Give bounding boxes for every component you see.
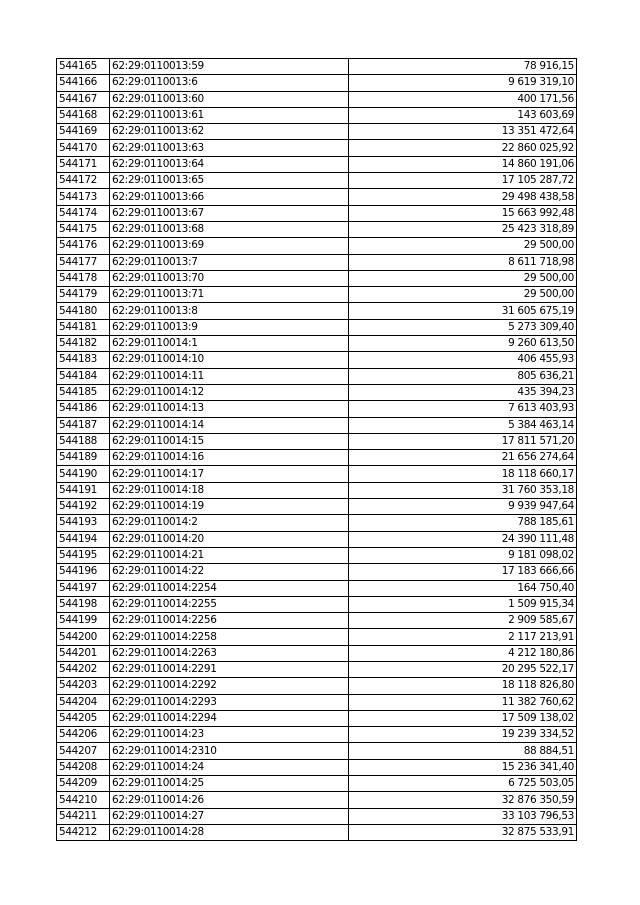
cadastral-value-cell: 88 884,51 <box>349 743 577 759</box>
cadastral-number-cell: 62:29:0110014:2291 <box>110 661 349 677</box>
cadastral-number-cell: 62:29:0110014:16 <box>110 450 349 466</box>
cadastral-value-cell: 9 181 098,02 <box>349 547 577 563</box>
cadastral-number-cell: 62:29:0110014:2254 <box>110 580 349 596</box>
row-number-cell: 544209 <box>57 776 110 792</box>
row-number-cell: 544182 <box>57 336 110 352</box>
table-row <box>57 319 577 335</box>
cadastral-value-cell: 32 875 533,91 <box>349 824 577 840</box>
cadastral-value-cell: 9 619 319,10 <box>349 75 577 91</box>
table-row <box>57 661 577 677</box>
row-number-cell: 544181 <box>57 319 110 335</box>
table-row <box>57 124 577 140</box>
cadastral-number-cell: 62:29:0110013:61 <box>110 107 349 123</box>
row-number-cell: 544211 <box>57 808 110 824</box>
row-number-cell: 544173 <box>57 189 110 205</box>
cadastral-value-cell: 29 500,00 <box>349 270 577 286</box>
cadastral-number-cell: 62:29:0110013:71 <box>110 287 349 303</box>
row-number-cell: 544202 <box>57 661 110 677</box>
row-number-cell: 544201 <box>57 645 110 661</box>
cadastral-number-cell: 62:29:0110014:19 <box>110 499 349 515</box>
cadastral-value-cell: 29 500,00 <box>349 287 577 303</box>
cadastral-value-cell: 400 171,56 <box>349 91 577 107</box>
cadastral-number-cell: 62:29:0110013:7 <box>110 254 349 270</box>
cadastral-number-cell: 62:29:0110013:6 <box>110 75 349 91</box>
row-number-cell: 544199 <box>57 613 110 629</box>
table-row <box>57 59 577 75</box>
table-row <box>57 694 577 710</box>
cadastral-value-cell: 788 185,61 <box>349 515 577 531</box>
cadastral-number-cell: 62:29:0110014:2263 <box>110 645 349 661</box>
row-number-cell: 544171 <box>57 156 110 172</box>
row-number-cell: 544205 <box>57 710 110 726</box>
table-row <box>57 824 577 840</box>
cadastral-value-cell: 18 118 660,17 <box>349 466 577 482</box>
cadastral-number-cell: 62:29:0110014:2293 <box>110 694 349 710</box>
document-page <box>56 58 577 841</box>
cadastral-value-cell: 406 455,93 <box>349 352 577 368</box>
row-number-cell: 544188 <box>57 433 110 449</box>
cadastral-number-cell: 62:29:0110014:11 <box>110 368 349 384</box>
row-number-cell: 544191 <box>57 482 110 498</box>
row-number-cell: 544172 <box>57 173 110 189</box>
row-number-cell: 544169 <box>57 124 110 140</box>
cadastral-number-cell: 62:29:0110014:2258 <box>110 629 349 645</box>
cadastral-value-cell: 13 351 472,64 <box>349 124 577 140</box>
cadastral-number-cell: 62:29:0110013:8 <box>110 303 349 319</box>
row-number-cell: 544195 <box>57 547 110 563</box>
table-row <box>57 189 577 205</box>
row-number-cell: 544177 <box>57 254 110 270</box>
cadastral-value-cell: 31 760 353,18 <box>349 482 577 498</box>
cadastral-number-cell: 62:29:0110014:2294 <box>110 710 349 726</box>
cadastral-number-cell: 62:29:0110014:28 <box>110 824 349 840</box>
cadastral-value-cell: 9 260 613,50 <box>349 336 577 352</box>
table-row <box>57 515 577 531</box>
row-number-cell: 544198 <box>57 596 110 612</box>
table-row <box>57 303 577 319</box>
table-row <box>57 499 577 515</box>
table-row <box>57 531 577 547</box>
cadastral-number-cell: 62:29:0110013:62 <box>110 124 349 140</box>
cadastral-number-cell: 62:29:0110013:70 <box>110 270 349 286</box>
row-number-cell: 544194 <box>57 531 110 547</box>
cadastral-number-cell: 62:29:0110014:20 <box>110 531 349 547</box>
cadastral-number-cell: 62:29:0110014:26 <box>110 792 349 808</box>
cadastral-value-cell: 164 750,40 <box>349 580 577 596</box>
row-number-cell: 544189 <box>57 450 110 466</box>
table-row <box>57 466 577 482</box>
table-row <box>57 564 577 580</box>
cadastral-value-cell: 15 663 992,48 <box>349 205 577 221</box>
cadastral-value-cell: 5 384 463,14 <box>349 417 577 433</box>
cadastral-number-cell: 62:29:0110014:14 <box>110 417 349 433</box>
row-number-cell: 544197 <box>57 580 110 596</box>
row-number-cell: 544200 <box>57 629 110 645</box>
table-row <box>57 710 577 726</box>
table-row <box>57 401 577 417</box>
table-row <box>57 727 577 743</box>
table-row <box>57 759 577 775</box>
cadastral-number-cell: 62:29:0110013:67 <box>110 205 349 221</box>
cadastral-value-cell: 14 860 191,06 <box>349 156 577 172</box>
cadastral-number-cell: 62:29:0110014:22 <box>110 564 349 580</box>
cadastral-number-cell: 62:29:0110014:23 <box>110 727 349 743</box>
table-row <box>57 287 577 303</box>
table-row <box>57 645 577 661</box>
row-number-cell: 544185 <box>57 384 110 400</box>
table-row <box>57 91 577 107</box>
table-row <box>57 173 577 189</box>
cadastral-value-cell: 17 105 287,72 <box>349 173 577 189</box>
table-row <box>57 433 577 449</box>
cadastral-number-cell: 62:29:0110014:1 <box>110 336 349 352</box>
row-number-cell: 544186 <box>57 401 110 417</box>
row-number-cell: 544206 <box>57 727 110 743</box>
cadastral-value-cell: 8 611 718,98 <box>349 254 577 270</box>
cadastral-number-cell: 62:29:0110013:64 <box>110 156 349 172</box>
cadastral-value-cell: 4 212 180,86 <box>349 645 577 661</box>
table-row <box>57 238 577 254</box>
cadastral-number-cell: 62:29:0110014:2 <box>110 515 349 531</box>
row-number-cell: 544193 <box>57 515 110 531</box>
table-row <box>57 156 577 172</box>
table-row <box>57 417 577 433</box>
row-number-cell: 544168 <box>57 107 110 123</box>
cadastral-number-cell: 62:29:0110013:63 <box>110 140 349 156</box>
cadastral-value-cell: 21 656 274,64 <box>349 450 577 466</box>
row-number-cell: 544176 <box>57 238 110 254</box>
cadastral-number-cell: 62:29:0110014:18 <box>110 482 349 498</box>
row-number-cell: 544212 <box>57 824 110 840</box>
row-number-cell: 544204 <box>57 694 110 710</box>
table-row <box>57 678 577 694</box>
cadastral-number-cell: 62:29:0110014:24 <box>110 759 349 775</box>
table-row <box>57 613 577 629</box>
table-row <box>57 140 577 156</box>
row-number-cell: 544208 <box>57 759 110 775</box>
row-number-cell: 544180 <box>57 303 110 319</box>
row-number-cell: 544207 <box>57 743 110 759</box>
cadastral-number-cell: 62:29:0110014:2256 <box>110 613 349 629</box>
cadastral-value-cell: 22 860 025,92 <box>349 140 577 156</box>
cadastral-value-cell: 11 382 760,62 <box>349 694 577 710</box>
table-row <box>57 743 577 759</box>
table-row <box>57 792 577 808</box>
table-row <box>57 450 577 466</box>
cadastral-number-cell: 62:29:0110013:65 <box>110 173 349 189</box>
cadastral-number-cell: 62:29:0110014:21 <box>110 547 349 563</box>
cadastral-number-cell: 62:29:0110013:69 <box>110 238 349 254</box>
cadastral-value-cell: 9 939 947,64 <box>349 499 577 515</box>
cadastral-value-cell: 32 876 350,59 <box>349 792 577 808</box>
cadastral-number-cell: 62:29:0110014:27 <box>110 808 349 824</box>
row-number-cell: 544196 <box>57 564 110 580</box>
row-number-cell: 544183 <box>57 352 110 368</box>
cadastral-number-cell: 62:29:0110014:17 <box>110 466 349 482</box>
cadastral-number-cell: 62:29:0110014:2255 <box>110 596 349 612</box>
cadastral-number-cell: 62:29:0110014:15 <box>110 433 349 449</box>
table-row <box>57 629 577 645</box>
cadastral-value-cell: 20 295 522,17 <box>349 661 577 677</box>
row-number-cell: 544203 <box>57 678 110 694</box>
cadastral-value-cell: 15 236 341,40 <box>349 759 577 775</box>
table-row <box>57 384 577 400</box>
cadastral-number-cell: 62:29:0110014:10 <box>110 352 349 368</box>
cadastral-value-cell: 143 603,69 <box>349 107 577 123</box>
cadastral-number-cell: 62:29:0110013:60 <box>110 91 349 107</box>
cadastral-value-cell: 17 509 138,02 <box>349 710 577 726</box>
cadastral-number-cell: 62:29:0110013:66 <box>110 189 349 205</box>
table-body <box>57 59 577 841</box>
table-row <box>57 808 577 824</box>
cadastral-value-cell: 25 423 318,89 <box>349 221 577 237</box>
table-row <box>57 254 577 270</box>
row-number-cell: 544192 <box>57 499 110 515</box>
cadastral-value-cell: 2 117 213,91 <box>349 629 577 645</box>
cadastral-value-cell: 19 239 334,52 <box>349 727 577 743</box>
cadastral-number-cell: 62:29:0110013:68 <box>110 221 349 237</box>
cadastral-value-cell: 5 273 309,40 <box>349 319 577 335</box>
cadastral-value-cell: 33 103 796,53 <box>349 808 577 824</box>
table-row <box>57 352 577 368</box>
cadastral-value-cell: 31 605 675,19 <box>349 303 577 319</box>
row-number-cell: 544179 <box>57 287 110 303</box>
cadastral-value-cell: 24 390 111,48 <box>349 531 577 547</box>
row-number-cell: 544170 <box>57 140 110 156</box>
cadastral-value-cell: 29 498 438,58 <box>349 189 577 205</box>
cadastral-value-cell: 6 725 503,05 <box>349 776 577 792</box>
cadastral-number-cell: 62:29:0110014:25 <box>110 776 349 792</box>
cadastral-value-cell: 1 509 915,34 <box>349 596 577 612</box>
row-number-cell: 544187 <box>57 417 110 433</box>
table-row <box>57 580 577 596</box>
cadastral-value-cell: 805 636,21 <box>349 368 577 384</box>
row-number-cell: 544210 <box>57 792 110 808</box>
table-row <box>57 107 577 123</box>
table-row <box>57 270 577 286</box>
cadastral-value-cell: 7 613 403,93 <box>349 401 577 417</box>
row-number-cell: 544174 <box>57 205 110 221</box>
row-number-cell: 544184 <box>57 368 110 384</box>
table-row <box>57 547 577 563</box>
table-row <box>57 482 577 498</box>
cadastral-number-cell: 62:29:0110014:13 <box>110 401 349 417</box>
cadastral-value-cell: 2 909 585,67 <box>349 613 577 629</box>
cadastral-value-table <box>56 58 577 841</box>
row-number-cell: 544166 <box>57 75 110 91</box>
table-row <box>57 776 577 792</box>
row-number-cell: 544190 <box>57 466 110 482</box>
table-row <box>57 221 577 237</box>
row-number-cell: 544175 <box>57 221 110 237</box>
cadastral-value-cell: 78 916,15 <box>349 59 577 75</box>
cadastral-value-cell: 17 183 666,66 <box>349 564 577 580</box>
cadastral-number-cell: 62:29:0110014:2310 <box>110 743 349 759</box>
cadastral-number-cell: 62:29:0110014:2292 <box>110 678 349 694</box>
cadastral-number-cell: 62:29:0110013:59 <box>110 59 349 75</box>
cadastral-value-cell: 17 811 571,20 <box>349 433 577 449</box>
table-row <box>57 75 577 91</box>
cadastral-value-cell: 29 500,00 <box>349 238 577 254</box>
row-number-cell: 544167 <box>57 91 110 107</box>
table-row <box>57 336 577 352</box>
table-row <box>57 205 577 221</box>
cadastral-value-cell: 18 118 826,80 <box>349 678 577 694</box>
row-number-cell: 544178 <box>57 270 110 286</box>
table-row <box>57 596 577 612</box>
table-row <box>57 368 577 384</box>
cadastral-number-cell: 62:29:0110013:9 <box>110 319 349 335</box>
cadastral-value-cell: 435 394,23 <box>349 384 577 400</box>
row-number-cell: 544165 <box>57 59 110 75</box>
cadastral-number-cell: 62:29:0110014:12 <box>110 384 349 400</box>
